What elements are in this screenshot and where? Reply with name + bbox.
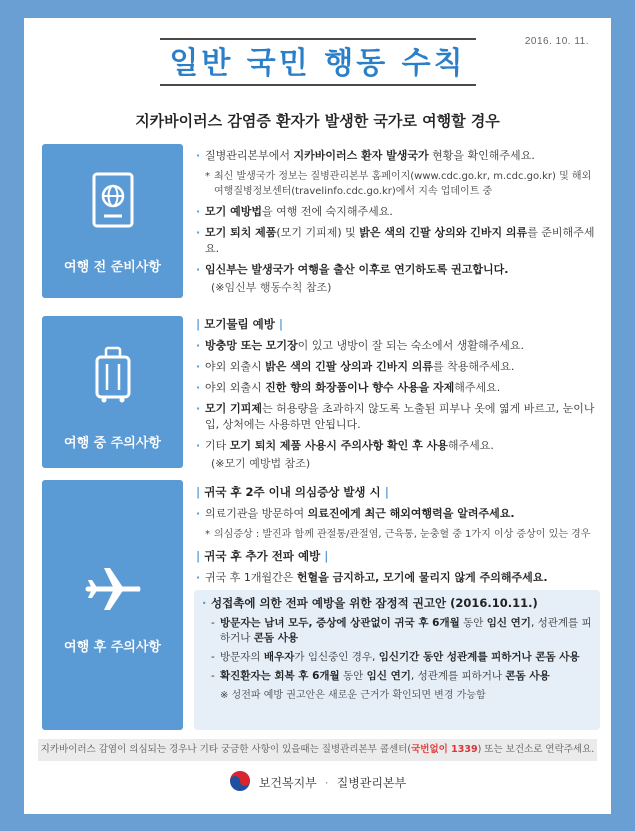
separator: · (324, 775, 329, 790)
text-bold: 진한 향의 화장품이나 향수 사용을 자제 (265, 381, 455, 394)
text-bold: 콘돔 사용 (505, 670, 550, 682)
taegeuk-emblem-icon (229, 770, 251, 795)
heading-bar: | (384, 485, 389, 499)
text-bold: 모기 퇴치 제품 사용시 주의사항 확인 후 사용 (229, 439, 448, 452)
section-heading (196, 548, 598, 564)
text-bold: 임신부는 발생국가 여행을 출산 이후로 연기하도록 권고합니다. (205, 263, 509, 276)
text: 를 준비해주세요. (205, 226, 595, 255)
text: 기타 (205, 439, 230, 452)
org-kcdc: 질병관리본부 (336, 776, 407, 790)
text-bold: 임신 연기 (366, 670, 411, 682)
section-before-label: 여행 전 준비사항 (64, 260, 161, 275)
list-item (196, 148, 598, 164)
text: ) 또는 보건소로 연락주세요. (477, 744, 595, 755)
text-bold: 모기 기피제 (205, 402, 262, 415)
text: 는 허용량을 초과하지 않도록 노출된 피부나 옷에 엷게 바르고, 눈이나 입, 상처에는 사용하면 안됩니다. (205, 402, 595, 431)
text: , 성관계를 피하거나 (410, 670, 506, 682)
advisory-note: ※ 성전파 예방 권고안은 새로운 근거가 확인되면 변경 가능함 (220, 690, 486, 701)
dash: - (211, 617, 215, 629)
text-bold: 헌혈을 금지하고, 모기에 물리지 않게 주의해주세요. (296, 571, 548, 584)
text: , 성관계를 피하거나 (220, 617, 592, 644)
list-item (196, 380, 598, 396)
text: 의료기관을 방문하여 (205, 507, 308, 520)
dash: - (211, 651, 215, 663)
section-heading (196, 484, 598, 500)
heading-bar: | (196, 485, 201, 499)
org-logos (24, 770, 611, 795)
text-bold: 콘돔 사용 (253, 632, 299, 644)
list-item (196, 262, 598, 278)
passport-icon (42, 172, 183, 228)
list-item (196, 204, 598, 220)
list-item (196, 438, 598, 454)
section-after-panel (42, 480, 183, 730)
heading-text: 귀국 후 추가 전파 예방 (204, 549, 321, 563)
hotline-number: 국번없이 1339 (411, 744, 478, 755)
dash: - (211, 670, 215, 682)
sub-note (196, 169, 598, 199)
text-bold: 확진환자는 회복 후 6개월 (220, 670, 340, 682)
text: 지카바이러스 감염이 의심되는 경우나 기타 궁금한 사항이 있을때는 질병관리본부 콜센터( (40, 744, 412, 755)
text-bold: 지카바이러스 환자 발생국가 (293, 149, 429, 162)
text-bold: 방문자는 남녀 모두, 증상에 상관없이 귀국 후 6개월 (220, 617, 460, 629)
advisory-item (202, 650, 592, 665)
heading-bar: | (196, 317, 201, 331)
hotline-notice (38, 739, 597, 761)
asterisk: * (205, 529, 210, 540)
title-rule-top (160, 38, 476, 40)
text: 이 있고 냉방이 잘 되는 숙소에서 생활해주세요. (297, 339, 525, 352)
list-item (196, 359, 598, 375)
org-ministry: 보건복지부 (258, 776, 317, 790)
heading-bar: | (196, 549, 201, 563)
title-rule-bottom (160, 84, 476, 86)
list-item (196, 506, 598, 522)
section-before-content (196, 148, 598, 300)
section-heading (196, 316, 598, 332)
page-title: 일반 국민 행동 수칙 (169, 46, 466, 81)
suitcase-icon (42, 346, 183, 404)
issue-date: 2016. 10. 11. (524, 36, 589, 47)
title-wrap (24, 44, 611, 86)
text: (모기 기피제) 및 (276, 226, 360, 239)
asterisk: * (205, 171, 210, 182)
text: 가 임신중인 경우, (294, 651, 379, 663)
text: 최신 발생국가 정보는 질병관리본부 홈페이지(www.cdc.go.kr, m.cdc.go.kr) 및 해외여행질병정보센터(travelinfo.cdc.go.kr)에서 지속 업데이트 중 (214, 171, 592, 197)
airplane-icon (42, 560, 183, 618)
section-after-label: 여행 후 주의사항 (64, 640, 161, 655)
text-bold: 배우자 (263, 651, 295, 663)
section-during-content (196, 316, 598, 476)
text: 해주세요. (454, 381, 501, 394)
section-after-content (196, 484, 598, 591)
sub-note (196, 527, 598, 542)
text-bold: 임신 연기 (486, 617, 531, 629)
list-item (196, 338, 598, 354)
text: 방문자의 (220, 651, 264, 663)
text: 야외 외출시 (205, 360, 266, 373)
text-bold: 모기 퇴치 제품 (205, 226, 277, 239)
list-item (196, 401, 598, 433)
text: 야외 외출시 (205, 381, 266, 394)
advisory-box (194, 590, 600, 730)
text: 을 여행 전에 숙지해주세요. (261, 205, 393, 218)
advisory-item (202, 616, 592, 646)
heading-bar: | (278, 317, 284, 331)
text: 질병관리본부에서 (205, 149, 294, 162)
reference-note: (※임신부 행동수칙 참조) (211, 281, 332, 294)
text-bold: 방충망 또는 모기장 (205, 339, 298, 352)
text: 귀국 후 1개월간은 (205, 571, 297, 584)
heading-text: 귀국 후 2주 이내 의심증상 발생 시 (204, 485, 381, 499)
reference-note: (※모기 예방법 참조) (211, 457, 311, 470)
text-bold: 밝은 색의 긴팔 상의과 긴바지 의류 (265, 360, 434, 373)
advisory-title: · 성접촉에 의한 전파 예방을 위한 잠정적 권고안 (2016.10.11.) (202, 596, 592, 611)
notice-card (24, 18, 611, 814)
text-bold: 임신기간 동안 성관계를 피하거나 콘돔 사용 (378, 651, 580, 663)
text: 해주세요. (447, 439, 494, 452)
page-subtitle: 지카바이러스 감염증 환자가 발생한 국가로 여행할 경우 (135, 112, 500, 130)
text: 동안 (459, 617, 487, 629)
advisory-item (202, 669, 592, 684)
section-during-panel (42, 316, 183, 468)
text-bold: 모기 예방법 (205, 205, 262, 218)
text: 현황을 확인해주세요. (428, 149, 535, 162)
list-item (196, 225, 598, 257)
section-before-panel (42, 144, 183, 298)
text: 를 착용해주세요. (433, 360, 515, 373)
text-bold: 의료진에게 최근 해외여행력을 알려주세요. (307, 507, 515, 520)
heading-text: 모기물림 예방 (204, 317, 275, 331)
text: 동안 (339, 670, 367, 682)
heading-bar: | (324, 549, 329, 563)
text-bold: 밝은 색의 긴팔 상의와 긴바지 의류 (359, 226, 528, 239)
section-during-label: 여행 중 주의사항 (64, 436, 161, 451)
text: 의심증상 : 발진과 함께 관절통/관절염, 근육통, 눈충혈 중 1가지 이상 증상이 있는 경우 (214, 529, 591, 540)
list-item (196, 570, 598, 586)
